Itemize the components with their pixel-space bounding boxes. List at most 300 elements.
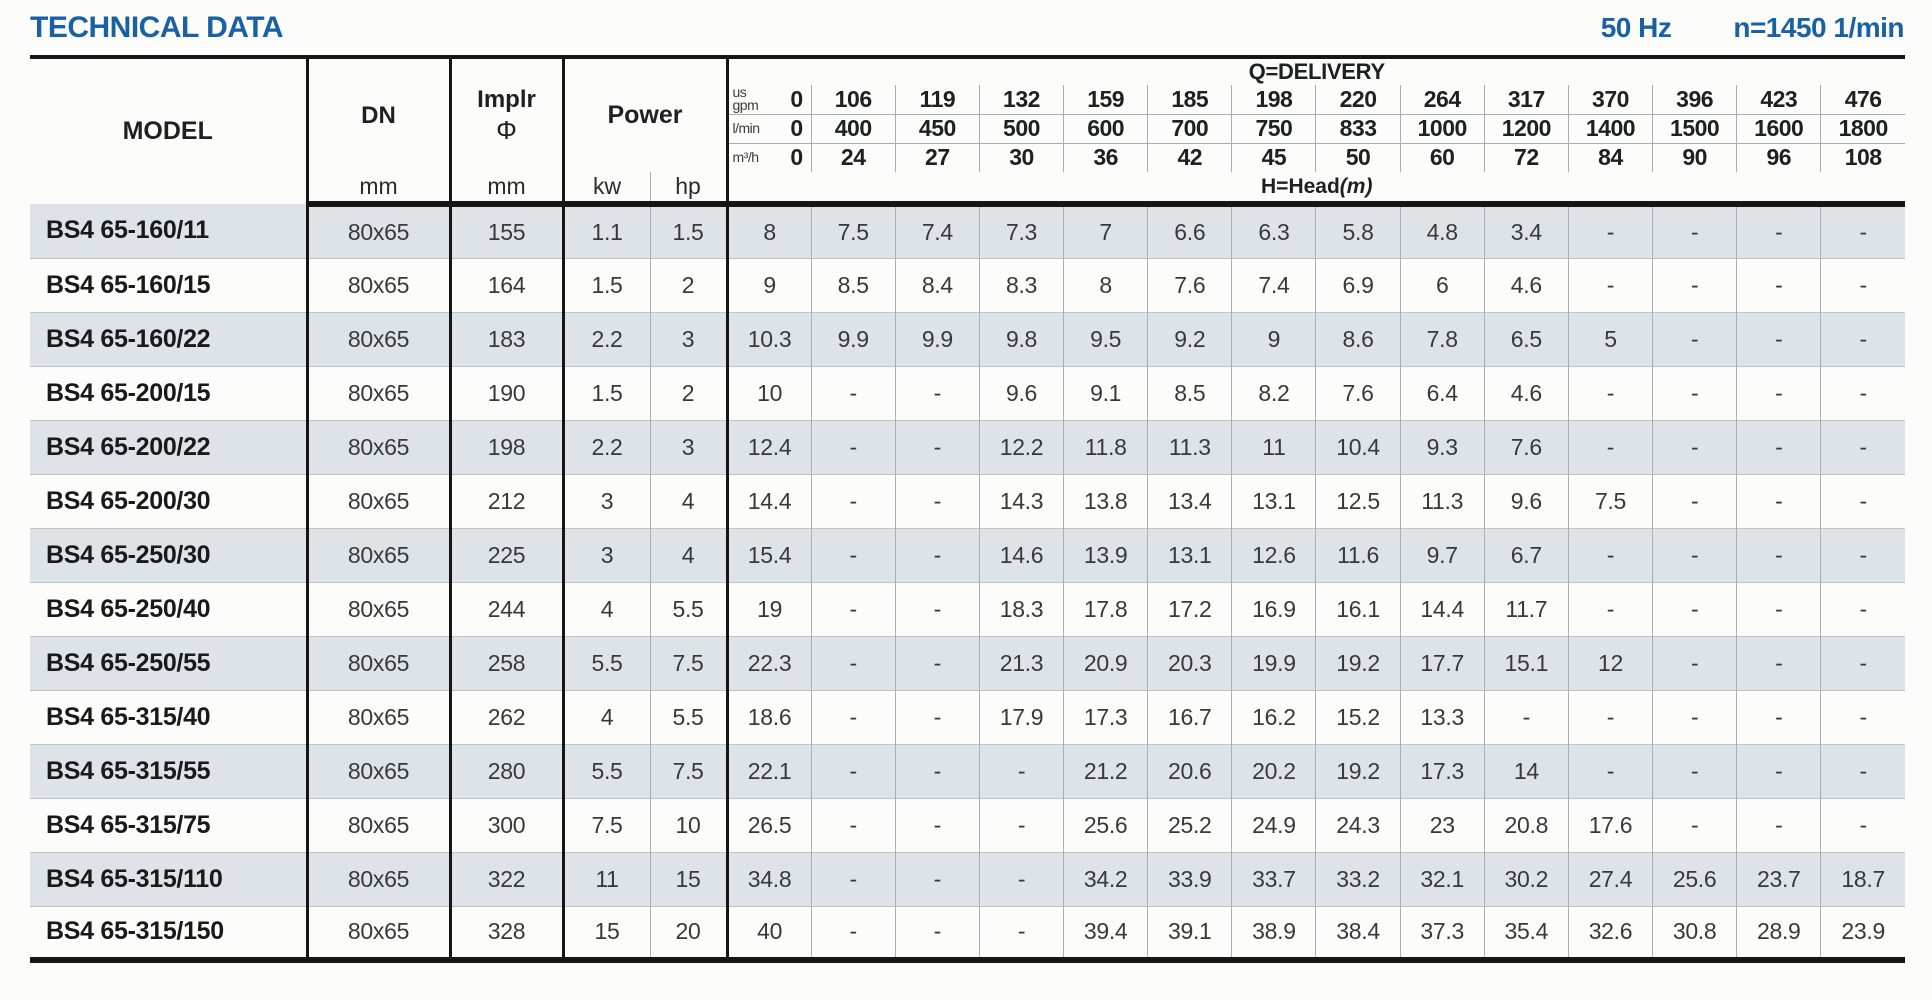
- head-value-cell: 21.3: [979, 636, 1063, 690]
- head-value-cell: -: [1568, 528, 1652, 582]
- head-value-cell: 39.1: [1148, 906, 1232, 960]
- power-kw-cell: 3: [563, 528, 650, 582]
- head-value-cell: 33.7: [1232, 852, 1316, 906]
- pump-row: [30, 474, 1905, 528]
- dn-cell: 80x65: [307, 636, 450, 690]
- head-value-cell: 9: [727, 258, 811, 312]
- head-value-cell: 15.4: [727, 528, 811, 582]
- model-cell: BS4 65-200/22: [30, 420, 307, 474]
- head-value-cell: -: [1568, 420, 1652, 474]
- pump-row: [30, 528, 1905, 582]
- head-value-cell: -: [1568, 204, 1652, 258]
- head-value-cell: 33.2: [1316, 852, 1400, 906]
- head-value-cell: 5: [1568, 312, 1652, 366]
- head-value-cell: 20.3: [1148, 636, 1232, 690]
- head-value-cell: -: [895, 852, 979, 906]
- flow-unit-l-min: l/min 0: [727, 114, 811, 143]
- page-title: TECHNICAL DATA: [30, 11, 283, 44]
- power-kw-cell: 2.2: [563, 312, 650, 366]
- head-value-cell: -: [1653, 204, 1737, 258]
- head-value-cell: 5.8: [1316, 204, 1400, 258]
- head-value-cell: 23: [1400, 798, 1484, 852]
- power-kw-cell: 7.5: [563, 798, 650, 852]
- head-value-cell: -: [1653, 366, 1737, 420]
- model-cell: BS4 65-160/15: [30, 258, 307, 312]
- impeller-cell: 198: [450, 420, 563, 474]
- head-value-cell: -: [895, 798, 979, 852]
- head-value-cell: 33.9: [1148, 852, 1232, 906]
- flow-value-cell: 1200: [1484, 114, 1568, 143]
- head-value-cell: 11.3: [1148, 420, 1232, 474]
- head-value-cell: -: [1821, 474, 1905, 528]
- head-value-cell: -: [895, 744, 979, 798]
- power-hp-cell: 2: [650, 366, 727, 420]
- head-value-cell: 40: [727, 906, 811, 960]
- dn-cell: 80x65: [307, 798, 450, 852]
- head-value-cell: 18.3: [979, 582, 1063, 636]
- head-value-cell: 13.3: [1400, 690, 1484, 744]
- head-value-cell: -: [1737, 636, 1821, 690]
- dn-cell: 80x65: [307, 690, 450, 744]
- impeller-cell: 244: [450, 582, 563, 636]
- dn-cell: 80x65: [307, 852, 450, 906]
- flow-value-cell: 96: [1737, 143, 1821, 172]
- head-value-cell: 12: [1568, 636, 1652, 690]
- head-row-label: H=Head(m): [727, 172, 1905, 204]
- power-hp-cell: 7.5: [650, 744, 727, 798]
- head-value-cell: -: [1737, 204, 1821, 258]
- power-hp-label: hp: [650, 172, 727, 204]
- head-value-cell: -: [811, 636, 895, 690]
- head-value-cell: 17.3: [1064, 690, 1148, 744]
- flow-value-cell: 106: [811, 85, 895, 114]
- head-value-cell: 7: [1064, 204, 1148, 258]
- head-value-cell: 19.9: [1232, 636, 1316, 690]
- head-value-cell: 19: [727, 582, 811, 636]
- head-value-cell: -: [895, 582, 979, 636]
- power-kw-cell: 4: [563, 690, 650, 744]
- head-value-cell: -: [1737, 798, 1821, 852]
- head-value-cell: 24.9: [1232, 798, 1316, 852]
- head-value-cell: -: [1653, 582, 1737, 636]
- head-value-cell: 11.7: [1484, 582, 1568, 636]
- head-value-cell: -: [1821, 744, 1905, 798]
- impeller-cell: 262: [450, 690, 563, 744]
- dn-cell: 80x65: [307, 420, 450, 474]
- head-value-cell: 7.3: [979, 204, 1063, 258]
- power-kw-cell: 2.2: [563, 420, 650, 474]
- flow-value-cell: 833: [1316, 114, 1400, 143]
- head-value-cell: 18.6: [727, 690, 811, 744]
- power-kw-cell: 11: [563, 852, 650, 906]
- flow-value-cell: 1500: [1653, 114, 1737, 143]
- power-hp-cell: 1.5: [650, 204, 727, 258]
- pump-row: [30, 906, 1905, 960]
- head-value-cell: 9.6: [979, 366, 1063, 420]
- flow-value-cell: 1400: [1568, 114, 1652, 143]
- head-value-cell: -: [1859, 218, 1867, 245]
- head-value-cell: 25.6: [1064, 798, 1148, 852]
- head-value-cell: 15.2: [1316, 690, 1400, 744]
- head-value-cell: -: [1568, 582, 1652, 636]
- head-value-cell: -: [1821, 528, 1905, 582]
- head-value-cell: -: [1568, 744, 1652, 798]
- head-value-cell: 12.2: [979, 420, 1063, 474]
- impeller-cell: 322: [450, 852, 563, 906]
- head-value-cell: 9.9: [895, 312, 979, 366]
- head-value-cell: 20.6: [1148, 744, 1232, 798]
- head-value-cell: 3.4: [1484, 204, 1568, 258]
- head-value-cell: 20.8: [1484, 798, 1568, 852]
- dn-cell: 80x65: [307, 258, 450, 312]
- flow-value-cell: 90: [1653, 143, 1737, 172]
- flow-value-cell: 132: [979, 85, 1063, 114]
- head-value-cell: 7.5: [811, 204, 895, 258]
- flow-unit-us-gpm: us gpm 0: [727, 85, 811, 114]
- head-value-cell: -: [811, 474, 895, 528]
- pump-row: [30, 798, 1905, 852]
- pump-row: [30, 366, 1905, 420]
- power-kw-cell: 3: [563, 474, 650, 528]
- flow-value-cell: 84: [1568, 143, 1652, 172]
- head-value-cell: -: [1821, 582, 1905, 636]
- head-value-cell: 28.9: [1737, 906, 1821, 960]
- head-value-cell: 27.4: [1568, 852, 1652, 906]
- flow-value-cell: 42: [1148, 143, 1232, 172]
- speed-label: n=1450 1/min: [1733, 12, 1904, 43]
- head-value-cell: -: [1821, 258, 1905, 312]
- head-value-cell: -: [1737, 258, 1821, 312]
- power-hp-cell: 5.5: [650, 690, 727, 744]
- impeller-cell: 225: [450, 528, 563, 582]
- head-value-cell: 4.6: [1484, 258, 1568, 312]
- head-value-cell: -: [1653, 420, 1737, 474]
- head-value-cell: 25.6: [1653, 852, 1737, 906]
- head-value-cell: 10: [727, 366, 811, 420]
- head-value-cell: 17.2: [1148, 582, 1232, 636]
- model-cell: BS4 65-315/55: [30, 744, 307, 798]
- head-value-cell: 25.2: [1148, 798, 1232, 852]
- head-value-cell: 6.9: [1316, 258, 1400, 312]
- flow-unit-m3-h: m³/h 0: [727, 143, 811, 172]
- flow-value-cell: 185: [1148, 85, 1232, 114]
- head-value-cell: 9.9: [811, 312, 895, 366]
- flow-value-cell: 370: [1568, 85, 1652, 114]
- flow-value-cell: 500: [979, 114, 1063, 143]
- head-value-cell: 9.7: [1400, 528, 1484, 582]
- head-value-cell: -: [1737, 528, 1821, 582]
- dn-unit-label: mm: [307, 172, 450, 204]
- head-value-cell: -: [979, 852, 1063, 906]
- head-value-cell: -: [979, 906, 1063, 960]
- head-value-cell: 18.7: [1821, 852, 1905, 906]
- flow-value-cell: 27: [895, 143, 979, 172]
- head-value-cell: -: [1821, 420, 1905, 474]
- head-value-cell: -: [811, 528, 895, 582]
- impeller-cell: 280: [450, 744, 563, 798]
- head-value-cell: 7.5: [1568, 474, 1652, 528]
- model-cell: BS4 65-200/15: [30, 366, 307, 420]
- head-value-cell: 17.8: [1064, 582, 1148, 636]
- frequency-label: 50 Hz: [1600, 12, 1672, 43]
- flow-value-cell: 159: [1064, 85, 1148, 114]
- head-value-cell: 11.8: [1064, 420, 1148, 474]
- head-value-cell: 16.1: [1316, 582, 1400, 636]
- head-value-cell: 4.8: [1400, 204, 1484, 258]
- power-kw-cell: 5.5: [563, 636, 650, 690]
- head-value-cell: -: [1653, 312, 1737, 366]
- head-value-cell: 8.2: [1232, 366, 1316, 420]
- flow-value-cell: 1600: [1737, 114, 1821, 143]
- flow-value-cell: 119: [895, 85, 979, 114]
- head-value-cell: 39.4: [1064, 906, 1148, 960]
- head-value-cell: 9.3: [1400, 420, 1484, 474]
- flow-value-cell: 750: [1232, 114, 1316, 143]
- head-value-cell: 32.6: [1568, 906, 1652, 960]
- head-value-cell: -: [811, 690, 895, 744]
- pump-row: [30, 258, 1905, 312]
- power-kw-cell: 15: [563, 906, 650, 960]
- model-column-header: MODEL: [30, 57, 307, 204]
- head-value-cell: 30.2: [1484, 852, 1568, 906]
- head-value-cell: 6: [1400, 258, 1484, 312]
- head-value-cell: -: [811, 852, 895, 906]
- dn-cell: 80x65: [307, 582, 450, 636]
- head-value-cell: 23.7: [1737, 852, 1821, 906]
- head-value-cell: -: [1484, 690, 1568, 744]
- power-column-header: Power: [563, 57, 727, 172]
- head-value-cell: -: [1653, 474, 1737, 528]
- dn-column-header: DN: [307, 57, 450, 172]
- flow-value-cell: 1000: [1400, 114, 1484, 143]
- head-value-cell: 13.1: [1148, 528, 1232, 582]
- model-cell: BS4 65-315/150: [30, 906, 307, 960]
- head-value-cell: -: [1821, 798, 1905, 852]
- head-value-cell: 7.8: [1400, 312, 1484, 366]
- head-value-cell: -: [895, 636, 979, 690]
- impeller-cell: 258: [450, 636, 563, 690]
- head-value-cell: 14.3: [979, 474, 1063, 528]
- model-cell: BS4 65-200/30: [30, 474, 307, 528]
- flow-value-cell: 600: [1064, 114, 1148, 143]
- flow-value-cell: 1800: [1821, 114, 1905, 143]
- flow-value-cell: 36: [1064, 143, 1148, 172]
- head-value-cell: -: [895, 906, 979, 960]
- flow-value-cell: 24: [811, 143, 895, 172]
- head-value-cell: 38.9: [1232, 906, 1316, 960]
- head-value-cell: 8.5: [811, 258, 895, 312]
- flow-value-cell: 476: [1821, 85, 1905, 114]
- flow-value-cell: 264: [1400, 85, 1484, 114]
- dn-cell: 80x65: [307, 744, 450, 798]
- head-value-cell: -: [895, 690, 979, 744]
- flow-value-cell: 423: [1737, 85, 1821, 114]
- head-value-cell: -: [811, 366, 895, 420]
- head-value-cell: 24.3: [1316, 798, 1400, 852]
- head-value-cell: -: [1737, 582, 1821, 636]
- head-value-cell: 8.3: [979, 258, 1063, 312]
- head-value-cell: -: [1737, 312, 1821, 366]
- flow-value-cell: 400: [811, 114, 895, 143]
- head-value-cell: 4.6: [1484, 366, 1568, 420]
- pump-row: [30, 204, 1905, 258]
- head-value-cell: 8.5: [1148, 366, 1232, 420]
- head-value-cell: -: [1821, 366, 1905, 420]
- head-value-cell: -: [811, 582, 895, 636]
- head-value-cell: 10.4: [1316, 420, 1400, 474]
- spec-group: [1601, 11, 1904, 44]
- head-value-cell: 6.3: [1232, 204, 1316, 258]
- head-value-cell: 10.3: [727, 312, 811, 366]
- pump-row: [30, 636, 1905, 690]
- head-value-cell: 7.6: [1484, 420, 1568, 474]
- head-value-cell: 6.5: [1484, 312, 1568, 366]
- power-kw-cell: 1.5: [563, 366, 650, 420]
- head-value-cell: 26.5: [727, 798, 811, 852]
- dn-cell: 80x65: [307, 366, 450, 420]
- flow-value-cell: 72: [1484, 143, 1568, 172]
- pump-row: [30, 312, 1905, 366]
- head-value-cell: 8: [1064, 258, 1148, 312]
- power-kw-label: kw: [563, 172, 650, 204]
- dn-cell: 80x65: [307, 906, 450, 960]
- head-value-cell: 13.4: [1148, 474, 1232, 528]
- pump-row: [30, 744, 1905, 798]
- head-value-cell: -: [1821, 312, 1905, 366]
- head-value-cell: -: [979, 744, 1063, 798]
- flow-value-cell: 30: [979, 143, 1063, 172]
- head-value-cell: 12.6: [1232, 528, 1316, 582]
- head-value-cell: -: [1653, 636, 1737, 690]
- head-value-cell: 17.9: [979, 690, 1063, 744]
- head-value-cell: -: [811, 744, 895, 798]
- pump-row: [30, 420, 1905, 474]
- dn-cell: 80x65: [307, 312, 450, 366]
- head-value-cell: -: [1821, 636, 1905, 690]
- head-value-cell: 19.2: [1316, 636, 1400, 690]
- head-value-cell: 9.6: [1484, 474, 1568, 528]
- table-header: [30, 57, 1905, 204]
- head-value-cell: 9.1: [1064, 366, 1148, 420]
- power-kw-cell: 1.5: [563, 258, 650, 312]
- flow-value-cell: 60: [1400, 143, 1484, 172]
- head-value-cell: -: [811, 906, 895, 960]
- head-value-cell: 15.1: [1484, 636, 1568, 690]
- head-value-cell: 17.3: [1400, 744, 1484, 798]
- power-kw-cell: 4: [563, 582, 650, 636]
- power-hp-cell: 7.5: [650, 636, 727, 690]
- power-hp-cell: 5.5: [650, 582, 727, 636]
- head-value-cell: 14.6: [979, 528, 1063, 582]
- power-hp-cell: 4: [650, 528, 727, 582]
- model-cell: BS4 65-160/22: [30, 312, 307, 366]
- head-value-cell: 6.6: [1148, 204, 1232, 258]
- head-value-cell: 7.4: [895, 204, 979, 258]
- head-value-cell: -: [811, 798, 895, 852]
- head-value-cell: 14.4: [1400, 582, 1484, 636]
- head-value-cell: -: [1568, 366, 1652, 420]
- head-value-cell: 13.1: [1232, 474, 1316, 528]
- head-value-cell: 14: [1484, 744, 1568, 798]
- impeller-cell: 212: [450, 474, 563, 528]
- head-value-cell: 20.2: [1232, 744, 1316, 798]
- head-value-cell: -: [895, 420, 979, 474]
- pump-row: [30, 582, 1905, 636]
- head-value-cell: 16.9: [1232, 582, 1316, 636]
- head-value-cell: -: [1653, 528, 1737, 582]
- flow-value-cell: 450: [895, 114, 979, 143]
- head-value-cell: 11: [1232, 420, 1316, 474]
- flow-value-cell: 317: [1484, 85, 1568, 114]
- head-value-cell: 12.4: [727, 420, 811, 474]
- head-value-cell: -: [811, 420, 895, 474]
- delivery-header: Q=DELIVERY: [1248, 59, 1385, 84]
- flow-value-cell: 700: [1148, 114, 1232, 143]
- head-value-cell: 38.4: [1316, 906, 1400, 960]
- head-value-cell: 17.6: [1568, 798, 1652, 852]
- head-unit-label: (m): [1339, 174, 1373, 198]
- head-value-cell: 32.1: [1400, 852, 1484, 906]
- head-value-cell: 23.9: [1821, 906, 1905, 960]
- head-value-cell: 6.7: [1484, 528, 1568, 582]
- flow-value-cell: 50: [1316, 143, 1400, 172]
- table-body: [30, 204, 1905, 960]
- head-value-cell: 8: [727, 204, 811, 258]
- head-value-cell: 21.2: [1064, 744, 1148, 798]
- impeller-cell: 190: [450, 366, 563, 420]
- head-value-cell: -: [1568, 690, 1652, 744]
- head-value-cell: 16.7: [1148, 690, 1232, 744]
- head-value-cell: -: [895, 528, 979, 582]
- pump-row: [30, 852, 1905, 906]
- head-value-cell: 12.5: [1316, 474, 1400, 528]
- head-value-cell: 9.5: [1064, 312, 1148, 366]
- head-value-cell: 8.4: [895, 258, 979, 312]
- head-value-cell: 35.4: [1484, 906, 1568, 960]
- impeller-diameter-symbol: Φ: [496, 114, 517, 145]
- model-cell: BS4 65-160/11: [30, 204, 307, 258]
- head-value-cell: 22.1: [727, 744, 811, 798]
- impeller-label: Implr: [477, 85, 536, 113]
- head-value-cell: 11.6: [1316, 528, 1400, 582]
- power-hp-cell: 3: [650, 420, 727, 474]
- head-value-cell: 7.6: [1316, 366, 1400, 420]
- dn-cell: 80x65: [307, 528, 450, 582]
- head-value-cell: 22.3: [727, 636, 811, 690]
- head-value-cell: 20.9: [1064, 636, 1148, 690]
- head-value-cell: -: [1737, 690, 1821, 744]
- head-value-cell: -: [1653, 258, 1737, 312]
- impeller-cell: 328: [450, 906, 563, 960]
- impeller-cell: 183: [450, 312, 563, 366]
- head-value-cell: 9: [1232, 312, 1316, 366]
- head-value-cell: -: [979, 798, 1063, 852]
- head-value-cell: 16.2: [1232, 690, 1316, 744]
- head-value-cell: 34.2: [1064, 852, 1148, 906]
- head-value-cell: -: [1653, 690, 1737, 744]
- header-bar: [0, 0, 1932, 45]
- head-value-cell: -: [1737, 474, 1821, 528]
- head-value-cell: 7.4: [1232, 258, 1316, 312]
- model-cell: BS4 65-315/75: [30, 798, 307, 852]
- model-cell: BS4 65-250/55: [30, 636, 307, 690]
- head-value-cell: -: [1821, 690, 1905, 744]
- head-value-cell: -: [895, 366, 979, 420]
- pump-row: [30, 690, 1905, 744]
- head-value-cell: -: [1653, 798, 1737, 852]
- impeller-cell: 164: [450, 258, 563, 312]
- impeller-cell: 300: [450, 798, 563, 852]
